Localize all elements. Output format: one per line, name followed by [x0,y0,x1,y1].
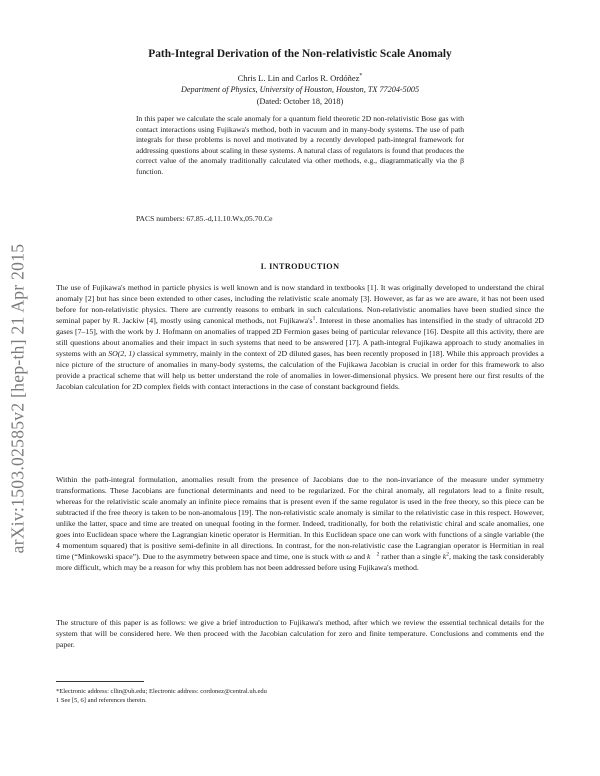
authors: Chris L. Lin and Carlos R. Ordóñez [237,73,360,83]
paragraph-text: . Interest in these anomalies has intensified in the study of ultracold 2D gases [7–15], with the work by J. Hofmann on anomalies of trapped 2D Fermion gases being of particular relevance [16]. Despite all this activity, there are still questions about anomalies and their impact in such systems that need to be answered [17]. A path-integral Fujikawa approach to study anomalies in systems with an [56,315,544,358]
math-symbol: ω [346,551,352,561]
paragraph-text: Within the path-integral formulation, anomalies result from the presence of Jacobians due to the non-invariance of the measure under symmetry transformations. These Jacobians are functional determinants and need to be regularized. For the chiral anomaly, all regulators lead to a finite result, whereas for the relativistic scale anomaly an infinite piece remains that is present even if the same regulator is used in the free theory, so this piece can be subtracted if the free theory is taken to be non-anomalous [19]. The non-relativistic scale anomaly is similar to the relativistic case in this respect. However, unlike the latter, space and time are treated on unequal footing in the former. Indeed, traditionally, for both the relativistic chiral and scale anomalies, one goes into Euclidean space where the Lagrangian kinetic operator is Hermitian. In this Euclidean space one can work with functions of a single variable (the 4 momentum squared) that is positive semi-definite in all directions. In contrast, for the non-relativistic case the Lagrangian operator is Hermitian in real time (“Minkowski space”). Due to the asymmetry between space and time, one is stuck with [56,475,544,561]
arxiv-identifier-stamp [0,0,34,776]
footnote-divider [56,681,144,682]
paragraph-text: and [351,551,368,561]
affiliation: Department of Physics, University of Houston, Houston, TX 77204-5005 [180,85,420,94]
paragraph-text: rather than a single [379,551,443,561]
pacs-numbers: PACS numbers: 67.85.-d,11.10.Wx,05.70.Ce [136,214,273,223]
section-heading-introduction: I. INTRODUCTION [260,262,340,271]
paragraph-text: The use of Fujikawa's method in particle physics is well known and is now standard in textbooks [1]. It was originally developed to understand the chiral anomaly [2] but has since been extended to other cases, including the relativistic scale anomaly [3]. However, as far as we are aware, it has not been used before for non-relativistic physics. There are currently reasons to embark in such calculations. Non-relativistic anomalies have been studied since the seminal paper by R. Jackiw [4], mostly using canonical methods, not Fujikawa's [56,283,544,325]
footnotes [56,687,544,705]
math-exponent: 2 [376,551,380,558]
paragraph-text: The structure of this paper is as follows: we give a brief introduction to Fujikawa's method, after which we review the essential technical details for the system that will be considered here. We then proceed with the Jacobian calculation for zero and finite temperature. Conclusions and comments end the paper. [56,618,544,649]
footnote-electronic-address: *Electronic address: cllin@uh.edu; Electronic address: cordonez@central.uh.edu [56,688,267,695]
math-symbol: k⃗ [367,551,377,561]
author-footnote-marker: * [359,73,363,80]
paragraph-text: , making the task considerably more difficult, which may be a reason for why this problem has not been addressed before using Fujikawa's method. [56,551,544,572]
date-line: (Dated: October 18, 2018) [256,97,344,106]
math-symbol: k [442,551,447,561]
intro-paragraph-2 [56,475,544,574]
footnote-marker: 1 [312,315,316,322]
abstract: In this paper we calculate the scale anomaly for a quantum field theoretic 2D non-relativistic Bose gas with contact interactions using Fujikawa's method, both in vacuum and in many-body systems. The use of path integrals for these problems is novel and motivated by a recently developed path-integral framework for addressing questions about scaling in these systems. A natural class of regulators is found that produces the correct value of the anomaly traditionally calculated via other methods, e.g., diagrammatically via the β function. [136,114,464,176]
arxiv-id: arXiv:1503.02585v2 [hep-th] 21 Apr 2015 [7,243,28,554]
intro-paragraph-1 [56,283,544,393]
paper-title: Path-Integral Derivation of the Non-relativistic Scale Anomaly [148,48,452,60]
math-symbol: SO(2, 1) [108,348,135,358]
paragraph-text: classical symmetry, mainly in the context of 2D diluted gases, has been recently proposed in [18]. While this approach provides a nice picture of the structure of anomalies in many-body systems, the calculation of the Fujikawa Jacobian is crucial in order for this framework to also provide a practical scheme that will help us better understand the role of anomalies in lower-dimensional physics. We present here our first results of the Jacobian calculation for 2D complex fields with contact interactions in the case of constant background fields. [56,348,545,391]
author-line [60,73,540,83]
math-exponent: 2 [446,551,449,558]
footnote-1: 1 See [5, 6] and references therein. [56,697,147,704]
intro-paragraph-3 [56,618,544,651]
